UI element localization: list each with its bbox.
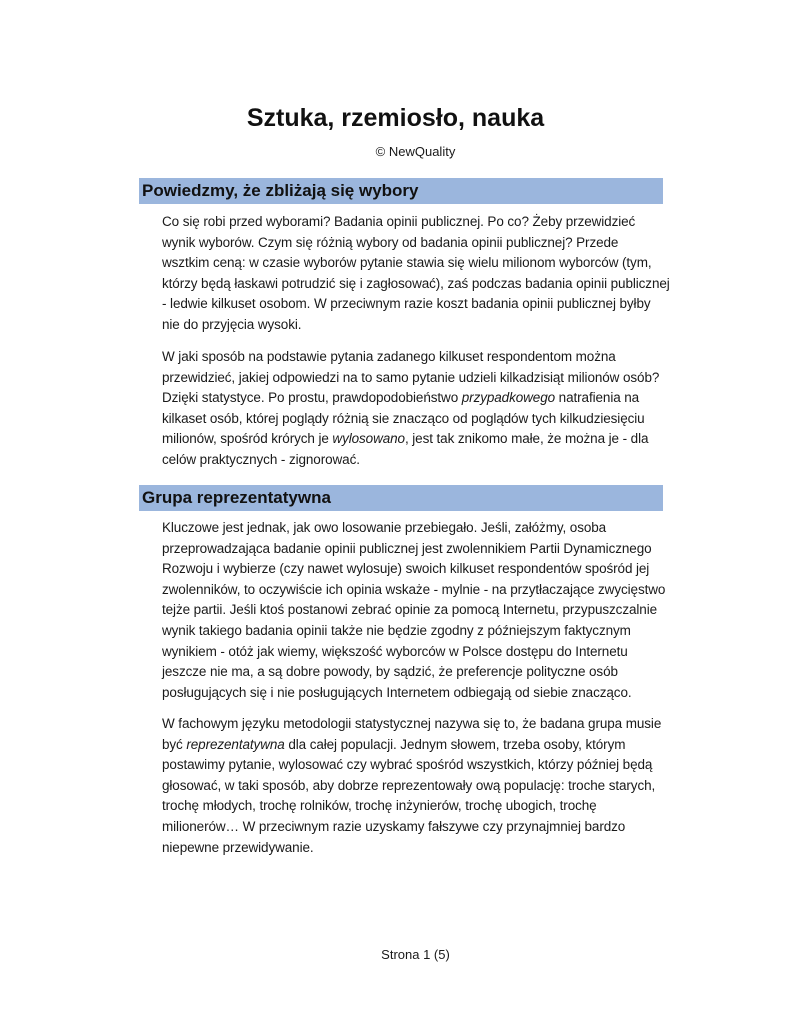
text-line: [162, 409, 674, 430]
text-segment: W jaki sposób na podstawie pytania zadanego kilkuset respondentom można: [162, 349, 616, 364]
paragraph: [162, 714, 674, 858]
text-segment: wynik takiego badania opinii także nie będzie zgodny z późniejszym faktycznym: [162, 622, 631, 638]
text-segment: przewidzieć, jakiej odpowiedzi na to samo pytanie udzieli kilkadzisiąt milionów osób?: [162, 369, 660, 385]
text-line: [162, 347, 674, 368]
text-line: [162, 212, 674, 233]
copyright-notice: © NewQuality: [375, 144, 456, 159]
text-segment: , jest tak znikomo małe, że można je - dla: [404, 431, 649, 447]
text-line: [162, 429, 674, 450]
text-segment: Dzięki statystyce. Po prostu, prawdopodobieństwo: [162, 390, 462, 406]
text-segment: - ledwie kilkuset osobom. W przeciwnym razie koszt badania opinii publicznej byłby: [162, 296, 651, 312]
text-line: [162, 274, 674, 295]
text-segment: kilkaset osób, której poglądy różnią sie znacząco od poglądów tych kilkudziesięciu: [162, 410, 645, 426]
text-line: [162, 539, 674, 560]
text-line: [162, 621, 674, 642]
text-line: [162, 776, 674, 797]
text-line: [162, 253, 674, 274]
text-segment: wsztkim ceną: w czasie wyborów pytanie stawia się wielu milionom wyborców (tym,: [162, 255, 652, 271]
text-line: [162, 368, 674, 389]
text-segment: wynikiem - otóż jak wiemy, większość wyborców w Polsce dostępu do Internetu: [162, 643, 628, 659]
text-line: [162, 559, 674, 580]
text-segment: Kluczowe jest jednak, jak owo losowanie przebiegało. Jeśli, załóżmy, osoba: [162, 520, 607, 535]
paragraph: [162, 212, 674, 336]
paragraph: [162, 518, 674, 703]
text-line: [162, 796, 674, 817]
text-segment: tejże partii. Jeśli ktoś postanowi zebrać opinie za pomocą Internetu, przypuszczalnie: [162, 602, 658, 618]
text-segment: zwolenników, to oczywiście ich opinia wskaże - mylnie - na przytłaczające zwycięstwo: [162, 581, 666, 597]
page-number-footer: Strona 1 (5): [381, 947, 450, 962]
text-segment: nie do przyjęcia wysoki.: [162, 316, 302, 332]
text-segment: Co się robi przed wyborami? Badania opinii publicznej. Po co? Żeby przewidzieć: [162, 214, 636, 229]
text-segment: W fachowym języku metodologii statystycznej nazywa się to, że badana grupa musie: [162, 716, 662, 731]
text-segment: posługujących się i nie posługujących Internetem odbiegają od siebie znacząco.: [162, 684, 632, 700]
text-line: [162, 683, 674, 704]
text-segment: niepewne przewidywanie.: [162, 839, 314, 855]
section-heading-representative-group: Grupa reprezentatywna: [139, 485, 663, 511]
text-segment: trochę młodych, trochę rolników, trochę inżynierów, trochę ubogich, trochę: [162, 798, 597, 814]
text-line: [162, 735, 674, 756]
text-segment: którzy będą łaskawi potrudzić się i zagłosować), zaś podczas badania opinii publicznej: [162, 275, 670, 291]
text-line: [162, 714, 674, 735]
text-line: [162, 233, 674, 254]
text-line: [162, 755, 674, 776]
text-segment: celów praktycznych - zignorować.: [162, 451, 360, 467]
text-segment: milionerów… W przeciwnym razie uzyskamy fałszywe czy przynajmniej bardzo: [162, 818, 626, 834]
emphasized-text: przypadkowego: [461, 390, 556, 406]
section-heading-elections: Powiedzmy, że zbliżają się wybory: [139, 178, 663, 204]
text-line: [162, 817, 674, 838]
document-title: Sztuka, rzemiosło, nauka: [246, 104, 545, 132]
text-segment: Rozwoju i wybierze (czy nawet wylosuje) swoich kilkuset respondentów spośród jej: [162, 561, 650, 577]
text-segment: milionów, spośród krórych je: [162, 431, 333, 447]
text-line: [162, 450, 674, 471]
text-segment: dla całej populacji. Jednym słowem, trzeba osoby, którym: [284, 736, 626, 752]
text-segment: przeprowadzająca badanie opinii publicznej jest zwolennikiem Partii Dynamicznego: [162, 540, 652, 556]
text-segment: natrafienia na: [555, 390, 640, 406]
text-line: [162, 518, 674, 539]
paragraph: [162, 347, 674, 471]
text-line: [162, 600, 674, 621]
text-segment: być: [162, 736, 187, 752]
text-segment: postawimy pytanie, wylosować czy wybrać spośród wszystkich, którzy później będą: [162, 757, 653, 773]
text-line: [162, 580, 674, 601]
text-segment: głosować, w taki sposób, aby dobrze reprezentowały ową populację: troche starych,: [162, 777, 656, 793]
text-line: [162, 838, 674, 859]
text-line: [162, 315, 674, 336]
text-segment: jeszcze nie ma, a są dobre powody, by sądzić, że preferencje polityczne osób: [162, 664, 618, 680]
text-line: [162, 642, 674, 663]
text-segment: wynik wyborów. Czym się różnią wybory od badania opinii publicznej? Przede: [162, 234, 619, 250]
text-line: [162, 662, 674, 683]
text-line: [162, 294, 674, 315]
emphasized-text: reprezentatywna: [186, 736, 285, 752]
emphasized-text: wylosowano: [332, 431, 405, 447]
text-line: [162, 388, 674, 409]
